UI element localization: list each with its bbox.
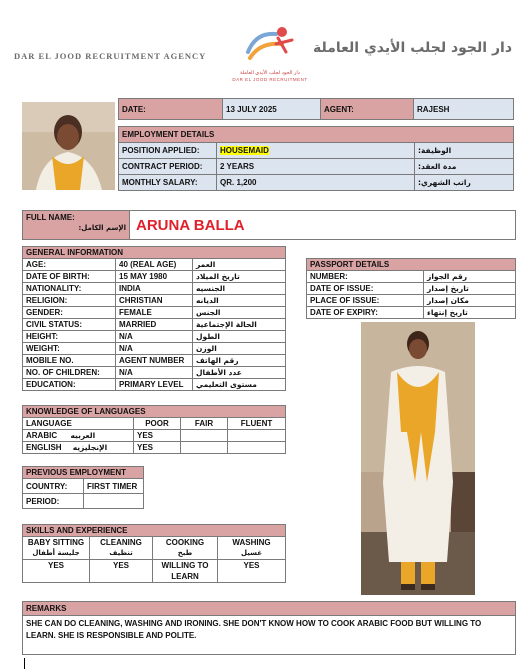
general-info-label-arabic: الجنسيه: [193, 283, 286, 295]
lang-row-arabic: [23, 430, 134, 442]
general-info-row: [23, 319, 286, 331]
passport-label: NUMBER:: [307, 271, 424, 283]
lang-header-language: LANGUAGE: [23, 418, 134, 430]
remarks-text: SHE CAN DO CLEANING, WASHING AND IRONING. SHE DON'T KNOW HOW TO COOK ARABIC FOOD BUT WILLING TO LEARN. SHE IS RESPONSIBLE AND POLITE.: [23, 616, 516, 655]
general-info-table: [22, 246, 286, 391]
lang-fluent: [228, 430, 286, 442]
skills-table: [22, 524, 286, 583]
text-cursor: [24, 658, 25, 669]
skill-value-cooking: WILLING TO LEARN: [153, 560, 218, 583]
full-name-table: [22, 210, 516, 240]
lang-name-arabic: الإنجليزيه: [72, 443, 108, 452]
agent-value: RAJESH: [414, 99, 514, 120]
agency-name-arabic: دار الجود لجلب الأيدي العاملة: [312, 40, 512, 56]
lang-name-arabic: العربيه: [70, 431, 96, 440]
contract-label: CONTRACT PERIOD:: [119, 159, 217, 175]
general-info-value: CHRISTIAN: [116, 295, 193, 307]
position-value: HOUSEMAID: [220, 146, 269, 155]
skill-header-en: WASHING: [232, 538, 271, 547]
skill-header-baby-sitting: [23, 537, 90, 560]
general-info-value: 40 (REAL AGE): [116, 259, 193, 271]
general-info-label-arabic: الحالة الإجتماعية: [193, 319, 286, 331]
country-value: FIRST TIMER: [84, 479, 144, 494]
general-info-row: [23, 307, 286, 319]
full-name-value: ARUNA BALLA: [130, 211, 516, 240]
remarks-title: REMARKS: [23, 602, 516, 616]
languages-table: [22, 405, 286, 454]
general-info-value: AGENT NUMBER: [116, 355, 193, 367]
lang-name: ARABIC: [26, 431, 58, 440]
general-info-value: N/A: [116, 367, 193, 379]
full-name-label-cell: [23, 211, 130, 240]
lang-poor: YES: [134, 442, 181, 454]
general-info-label: RELIGION:: [23, 295, 116, 307]
languages-title: KNOWLEDGE OF LANGUAGES: [23, 406, 286, 418]
passport-label-arabic: تاريخ إصدار: [424, 283, 516, 295]
passport-label-arabic: مكان إصدار: [424, 295, 516, 307]
lang-header-fluent: FLUENT: [228, 418, 286, 430]
general-info-label-arabic: عدد الأطفال: [193, 367, 286, 379]
salary-label: MONTHLY SALARY:: [119, 175, 217, 191]
general-info-label: GENDER:: [23, 307, 116, 319]
skill-header-cleaning: [90, 537, 153, 560]
skill-value-washing: YES: [218, 560, 286, 583]
skill-header-en: COOKING: [165, 538, 205, 547]
skill-value-cleaning: YES: [90, 560, 153, 583]
general-info-label-arabic: الوزن: [193, 343, 286, 355]
lang-fair: [181, 430, 228, 442]
passport-label: DATE OF EXPIRY:: [307, 307, 424, 319]
skill-header-en: CLEANING: [100, 538, 142, 547]
lang-row-english: [23, 442, 134, 454]
agent-label: AGENT:: [321, 99, 414, 120]
passport-row: [307, 307, 516, 319]
logo-icon: [236, 22, 302, 72]
skill-header-cooking: [153, 537, 218, 560]
general-info-value: MARRIED: [116, 319, 193, 331]
lang-fair: [181, 442, 228, 454]
skill-header-ar: طبخ: [177, 549, 193, 557]
salary-value: QR. 1,200: [217, 175, 415, 191]
general-info-row: [23, 271, 286, 283]
general-info-label: MOBILE NO.: [23, 355, 116, 367]
period-label: PERIOD:: [23, 494, 84, 509]
employment-title: EMPLOYMENT DETAILS: [119, 127, 514, 143]
lang-name: ENGLISH: [26, 443, 62, 452]
general-info-row: [23, 331, 286, 343]
full-name-label: FULL NAME:: [26, 213, 75, 222]
general-info-label: HEIGHT:: [23, 331, 116, 343]
general-info-value: N/A: [116, 331, 193, 343]
passport-label-arabic: تاريخ إنتهاء: [424, 307, 516, 319]
period-value: [84, 494, 144, 509]
lang-header-poor: POOR: [134, 418, 181, 430]
contract-value: 2 YEARS: [217, 159, 415, 175]
general-info-title: GENERAL INFORMATION: [23, 247, 286, 259]
skill-header-en: BABY SITTING: [27, 538, 85, 547]
logo-caption-english: DAR EL JOOD RECRUITMENT: [232, 77, 308, 82]
passport-label-arabic: رقم الجواز: [424, 271, 516, 283]
general-info-row: [23, 355, 286, 367]
general-info-label: NO. OF CHILDREN:: [23, 367, 116, 379]
top-info-table: [118, 98, 514, 120]
general-info-label-arabic: العمر: [193, 259, 286, 271]
salary-label-arabic: راتب الشهري:: [415, 175, 514, 191]
general-info-label: EDUCATION:: [23, 379, 116, 391]
general-info-label: CIVIL STATUS:: [23, 319, 116, 331]
applicant-photo-small: [22, 102, 115, 190]
date-label: DATE:: [119, 99, 223, 120]
position-label: POSITION APPLIED:: [119, 143, 217, 159]
passport-title: PASSPORT DETAILS: [307, 259, 516, 271]
date-value: 13 JULY 2025: [223, 99, 321, 120]
general-info-label-arabic: رقم الهاتف: [193, 355, 286, 367]
general-info-label-arabic: الطول: [193, 331, 286, 343]
passport-table: [306, 258, 516, 319]
general-info-label: DATE OF BIRTH:: [23, 271, 116, 283]
lang-header-fair: FAIR: [181, 418, 228, 430]
general-info-label-arabic: مستوى التعليمي: [193, 379, 286, 391]
general-info-label-arabic: الجنس: [193, 307, 286, 319]
agency-name-english: DAR EL JOOD RECRUITMENT AGENCY: [14, 51, 207, 61]
previous-employment-table: [22, 466, 144, 509]
general-info-row: [23, 367, 286, 379]
logo-caption-arabic: دار الجود لجلب الأيدي العاملة: [240, 70, 300, 76]
skill-header-ar: جليسة أطفال: [32, 549, 80, 557]
employment-table: [118, 126, 514, 191]
general-info-label: AGE:: [23, 259, 116, 271]
general-info-label-arabic: الديانه: [193, 295, 286, 307]
general-info-value: N/A: [116, 343, 193, 355]
skill-header-ar: غسيل: [240, 549, 262, 557]
general-info-row: [23, 343, 286, 355]
general-info-value: FEMALE: [116, 307, 193, 319]
general-info-label-arabic: تاريخ الميلاد: [193, 271, 286, 283]
general-info-value: PRIMARY LEVEL: [116, 379, 193, 391]
skill-header-washing: [218, 537, 286, 560]
skills-title: SKILLS AND EXPERIENCE: [23, 525, 286, 537]
passport-row: [307, 271, 516, 283]
passport-label: DATE OF ISSUE:: [307, 283, 424, 295]
lang-fluent: [228, 442, 286, 454]
skill-header-ar: تنظيف: [109, 549, 133, 557]
applicant-photo-full: [361, 322, 475, 595]
general-info-row: [23, 283, 286, 295]
position-value-cell: [217, 143, 415, 159]
contract-label-arabic: مدة العقد:: [415, 159, 514, 175]
remarks-table: [22, 601, 516, 655]
lang-poor: YES: [134, 430, 181, 442]
general-info-label: WEIGHT:: [23, 343, 116, 355]
general-info-row: [23, 379, 286, 391]
general-info-value: INDIA: [116, 283, 193, 295]
country-label: COUNTRY:: [23, 479, 84, 494]
previous-employment-title: PREVIOUS EMPLOYMENT: [23, 467, 144, 479]
passport-row: [307, 283, 516, 295]
position-label-arabic: الوظيفة:: [415, 143, 514, 159]
general-info-value: 15 MAY 1980: [116, 271, 193, 283]
general-info-row: [23, 259, 286, 271]
full-name-label-arabic: الإسم الكامل:: [78, 224, 126, 232]
skill-value-baby-sitting: YES: [23, 560, 90, 583]
general-info-row: [23, 295, 286, 307]
general-info-label: NATIONALITY:: [23, 283, 116, 295]
passport-label: PLACE OF ISSUE:: [307, 295, 424, 307]
passport-row: [307, 295, 516, 307]
